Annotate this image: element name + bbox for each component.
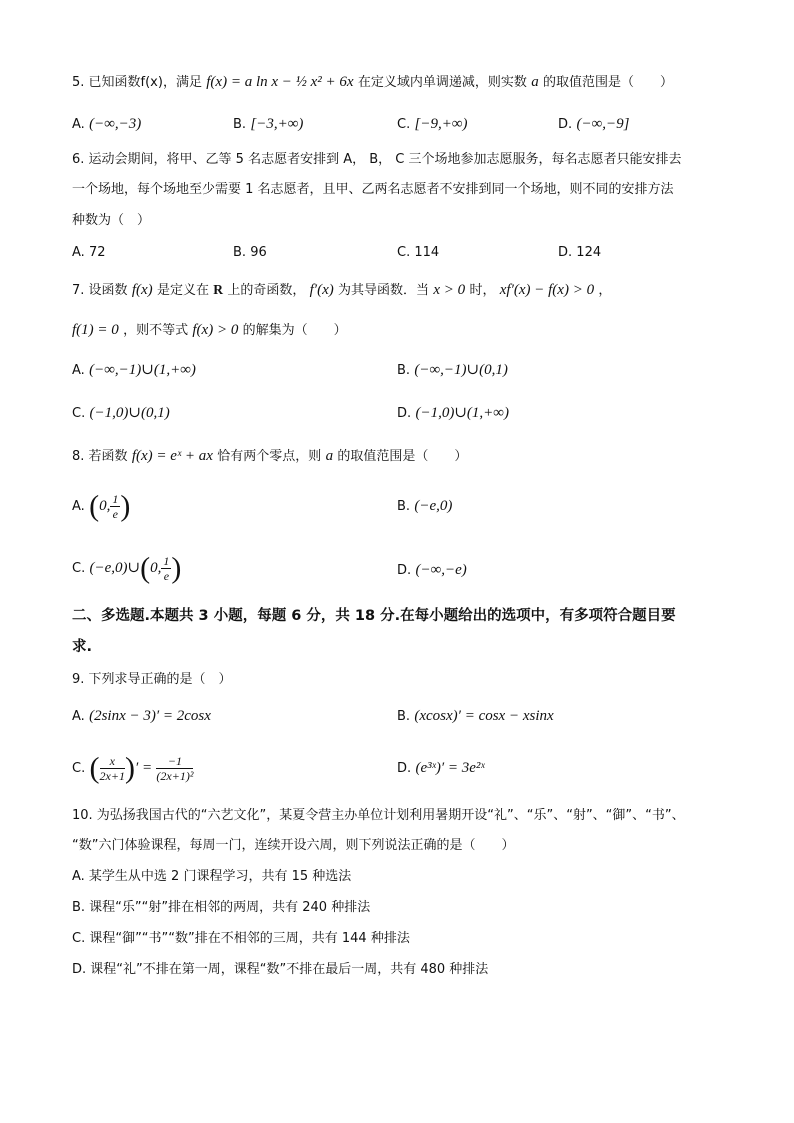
q9-option-c[interactable]: C. ( $\frac{x}{2x+1}$ )′ = $\frac{-1}{\text{(2x+1)²}}$ [72,751,194,785]
q6-option-d[interactable]: D. 124 [558,245,602,260]
q6-option-c[interactable]: C. 114 [397,245,440,260]
q5-option-c[interactable]: C. [−9,+∞) [397,116,468,132]
q5-stem-a: 5. 已知函数f(x)，满足 [72,75,202,90]
section2-heading-line2: 求. [72,639,93,655]
q8-option-a[interactable]: A. (0, $\frac{1}{e}$ ) [72,489,131,523]
q9-stem: 9. 下列求导正确的是（ ） [72,672,232,687]
q5-stem-c: 的取值范围是（ ） [542,75,673,90]
q7-line2: f(1) = 0 ，则不等式 f(x) > 0 的解集为（ ） [72,322,347,338]
section2-heading-line1: 二、多选题.本题共 3 小题，每题 6 分，共 18 分.在每小题给出的选项中，有多项符合题目要 [72,608,676,624]
q5-option-d[interactable]: D. (−∞,−9] [558,116,630,132]
q7-option-a[interactable]: A. (−∞,−1)∪(1,+∞) [72,362,196,378]
q10-line1: 10. 为弘扬我国古代的“六艺文化”，某夏令营主办单位计划利用暑期开设“礼”、“乐”、“射”、“御”、“书”、 [72,808,685,823]
q5-stem [72,72,734,93]
q6-option-a[interactable]: A. 72 [72,245,106,260]
q7-line1: 7. 设函数 f(x) 是定义在 R 上的奇函数， f′(x) 为其导函数．当 x > 0 时， xf′(x) − f(x) > 0 ， [72,282,612,298]
q7-option-c[interactable]: C. (−1,0)∪(0,1) [72,405,170,421]
q10-option-b[interactable]: B. 课程“乐”“射”排在相邻的两周，共有 240 种排法 [72,900,371,915]
q10-option-c[interactable]: C. 课程“御”“书”“数”排在不相邻的三周，共有 144 种排法 [72,931,410,946]
q5-formula: f(x) = a ln x − ½ x² + 6x [206,74,354,90]
q6-line3: 种数为（ ） [72,213,151,228]
q10-option-d[interactable]: D. 课程“礼”不排在第一周，课程“数”不排在最后一周，共有 480 种排法 [72,962,489,977]
q8-option-d[interactable]: D. (−∞,−e) [397,562,467,578]
q5-var: a [531,74,539,90]
q6-line1: 6. 运动会期间，将甲、乙等 5 名志愿者安排到 A， B， C 三个场地参加志愿服务，每名志愿者只能安排去 [72,152,682,167]
q6-option-b[interactable]: B. 96 [233,245,267,260]
q10-option-a[interactable]: A. 某学生从中选 2 门课程学习，共有 15 种选法 [72,869,352,884]
q7-option-d[interactable]: D. (−1,0)∪(1,+∞) [397,405,509,421]
q8-option-c[interactable]: C. (−e,0)∪(0, $\frac{1}{e}$ ) [72,551,182,585]
q5-option-a[interactable]: A. (−∞,−3) [72,116,142,132]
q5-stem-b: 在定义域内单调递减，则实数 [357,75,527,90]
q6-line2: 一个场地，每个场地至少需要 1 名志愿者，且甲、乙两名志愿者不安排到同一个场地，则不同的安排方法 [72,182,674,197]
q8-stem: 8. 若函数 f(x) = eˣ + ax 恰有两个零点，则 a 的取值范围是（ ） [72,448,468,464]
q10-line2: “数”六门体验课程，每周一门，连续开设六周，则下列说法正确的是（ ） [72,838,515,853]
q9-option-d[interactable]: D. (e³ˣ)′ = 3e²ˣ [397,760,485,776]
q8-option-b[interactable]: B. (−e,0) [397,498,453,514]
q7-option-b[interactable]: B. (−∞,−1)∪(0,1) [397,362,508,378]
q5-option-b[interactable]: B. [−3,+∞) [233,116,304,132]
q9-option-b[interactable]: B. (xcosx)′ = cosx − xsinx [397,708,554,724]
q9-option-a[interactable]: A. (2sinx − 3)′ = 2cosx [72,708,211,724]
